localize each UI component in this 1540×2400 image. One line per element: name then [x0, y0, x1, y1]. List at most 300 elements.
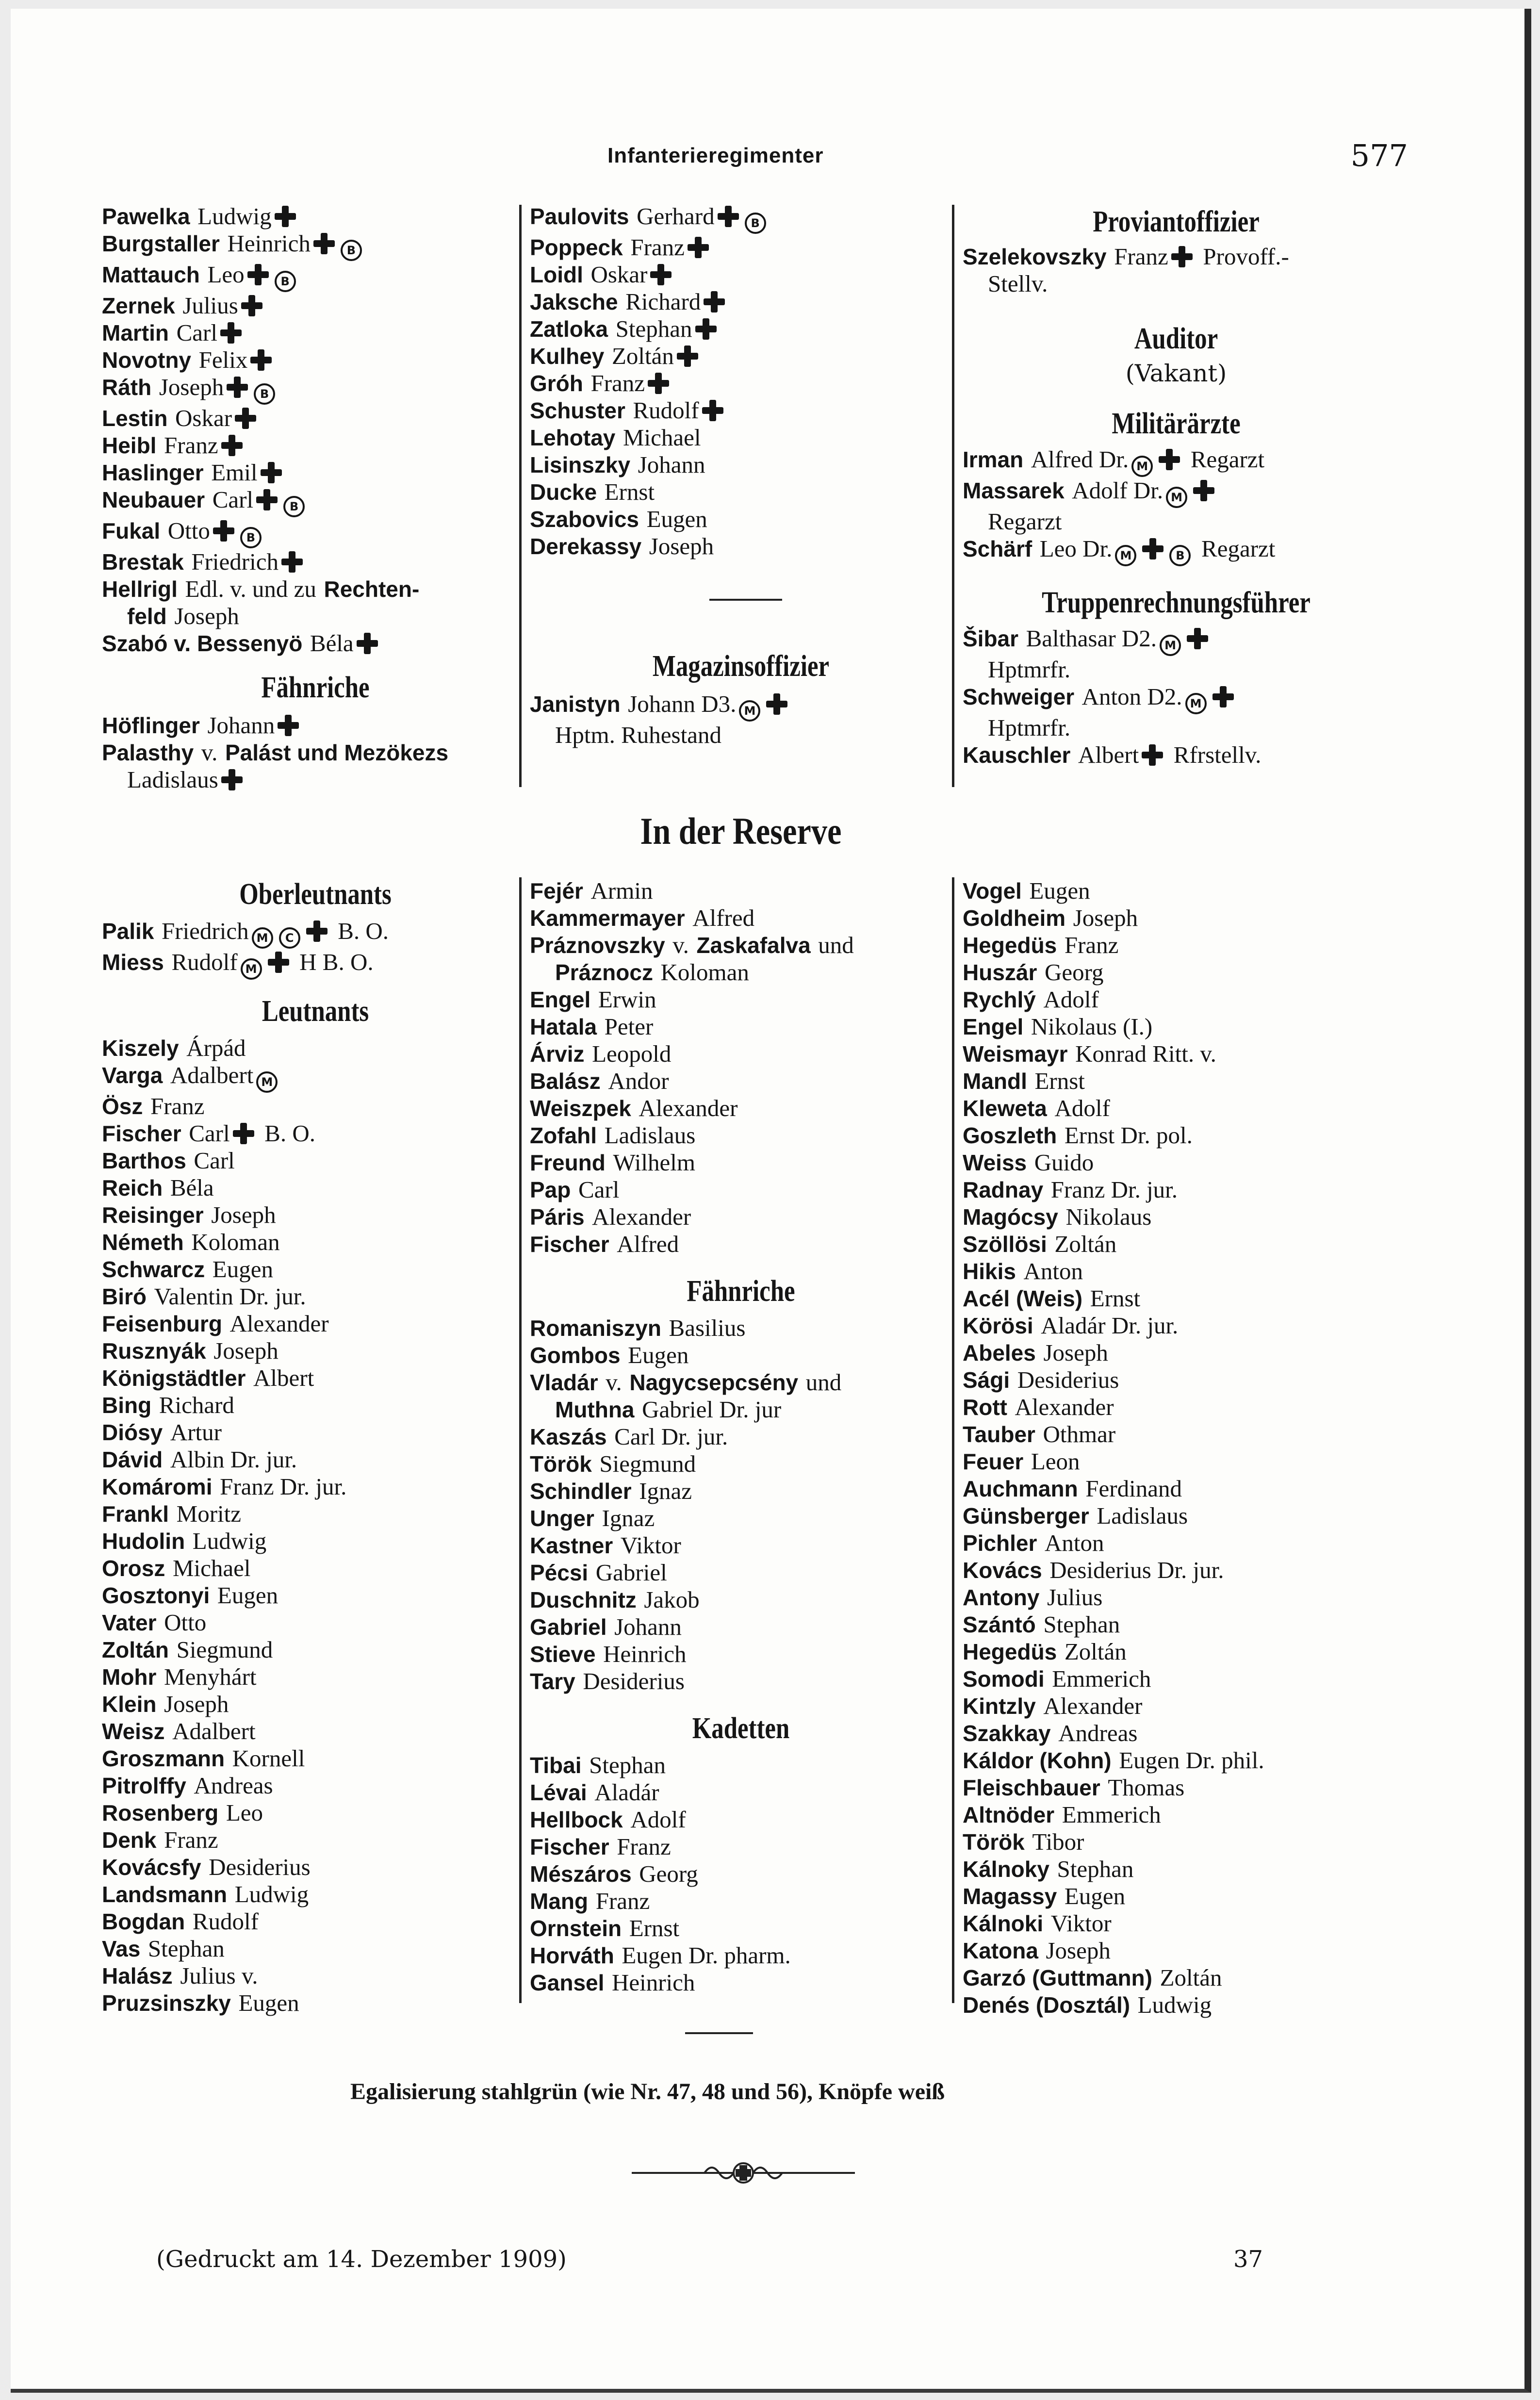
sheet-number: 37: [1233, 2246, 1263, 2273]
entry-rank-note: Rfrstellv.: [1173, 741, 1261, 768]
roster-entry: [102, 459, 529, 486]
entry-surname: Stieve: [530, 1642, 596, 1667]
entry-surname: Engel: [530, 987, 591, 1012]
section-heading-auditor: Auditor: [1134, 322, 1218, 355]
entry-surname: Engel: [963, 1014, 1024, 1039]
entry-surname: Horváth: [530, 1943, 614, 1968]
decoration-cross-icon: [357, 633, 378, 654]
entry-given-name: Eugen: [1064, 1883, 1126, 1909]
entry-surname: Vladár: [530, 1370, 598, 1395]
entry-predicate: Nagycsepcsény: [629, 1370, 799, 1395]
entry-surname: Auchmann: [963, 1476, 1078, 1501]
roster-entry: [102, 1256, 529, 1283]
entry-given-name: Joseph: [159, 374, 224, 400]
entry-surname: Biró: [102, 1284, 147, 1309]
roster-entry: [530, 1559, 952, 1586]
entry-surname: Radnay: [963, 1177, 1044, 1202]
entry-given-name: Ludwig: [1137, 1991, 1212, 2018]
entry-given-name: Desiderius: [583, 1668, 685, 1694]
entry-surname: Fleischbauer: [963, 1775, 1100, 1800]
entry-surname: Pitrolffy: [102, 1773, 186, 1798]
entry-given-name: Aladár: [594, 1779, 659, 1806]
entry-surname: Szelekovszky: [963, 244, 1107, 269]
entry-surname: Hegedüs: [963, 1639, 1057, 1664]
entry-given-name: Alexander: [229, 1310, 329, 1337]
decoration-b-icon: B: [283, 496, 305, 517]
roster-entry: [963, 1258, 1390, 1285]
col1-reserve: [102, 877, 529, 2017]
roster-entry: [963, 1856, 1390, 1883]
entry-given-name: Ludwig: [234, 1881, 309, 1907]
entry-given-name: Heinrich: [612, 1969, 695, 1996]
entry-surname: Duschnitz: [530, 1587, 637, 1612]
entry-given-name: Joseph: [164, 1691, 229, 1717]
entry-given-name: Adalbert: [170, 1062, 254, 1088]
entry-surname: Fejér: [530, 878, 583, 904]
entry-surname: Katona: [963, 1938, 1038, 1963]
entry-surname: Höflinger: [102, 713, 200, 738]
short-rule: [685, 2032, 753, 2034]
entry-surname: Heibl: [102, 433, 157, 458]
decoration-cross-icon: [278, 715, 299, 736]
roster-entry: [102, 918, 529, 949]
entry-given-name: Franz: [1064, 932, 1119, 958]
entry-given-name: Koloman: [660, 959, 749, 986]
roster-entry: [963, 535, 1390, 566]
roster-entry: [963, 1068, 1390, 1095]
entry-given-name: Franz Dr. jur.: [1050, 1176, 1178, 1203]
entry-given-name: Béla: [170, 1174, 214, 1201]
running-header: [11, 138, 1524, 182]
roster-entry: [530, 315, 952, 343]
entry-given-name: Anton D2.: [1081, 683, 1182, 710]
entry-given-name: Albert: [1078, 741, 1139, 768]
entry-surname: Káldor (Kohn): [963, 1748, 1112, 1773]
entry-surname: Weismayr: [963, 1041, 1068, 1067]
roster-entry: [102, 203, 529, 230]
entry-surname: Haslinger: [102, 460, 204, 485]
entry-given-name: Carl Dr. jur.: [614, 1423, 728, 1450]
entry-surname: Muthna: [555, 1397, 635, 1422]
roster-entry: [530, 1833, 952, 1860]
col2-top: [530, 203, 952, 749]
header-title: Infanterieregimenter: [607, 144, 824, 167]
entry-surname: Paulovits: [530, 204, 629, 229]
entry-given-name: Michael: [172, 1555, 251, 1581]
entry-given-name: Richard: [159, 1392, 234, 1418]
roster-entry: [963, 1937, 1390, 1964]
entry-surname: Rychlý: [963, 987, 1036, 1012]
entry-given-name: Konrad Ritt. v.: [1075, 1040, 1216, 1067]
entry-given-name: Carl: [578, 1176, 620, 1203]
entry-given-name: Joseph: [1046, 1937, 1111, 1964]
roster-entry: [102, 1446, 529, 1473]
roster-entry: [963, 877, 1390, 904]
roster-entry: [963, 1312, 1390, 1339]
roster-entry: [102, 1962, 529, 1989]
entry-surname: Szabovics: [530, 507, 639, 532]
entry-given-name: Carl: [212, 486, 254, 513]
decoration-cross-icon: [1212, 686, 1234, 707]
entry-predicate: Zaskafalva: [696, 933, 811, 958]
entry-surname: Weiss: [963, 1150, 1027, 1175]
entry-surname: Goszleth: [963, 1123, 1057, 1148]
entry-surname: Schärf: [963, 536, 1032, 561]
entry-surname: Gombos: [530, 1343, 621, 1368]
roster-entry: [530, 1040, 952, 1068]
roster-entry: [963, 1638, 1390, 1665]
entry-surname: Garzó (Guttmann): [963, 1965, 1152, 1990]
entry-given-name: Leo Dr.: [1039, 535, 1113, 562]
entry-surname: Kálnoky: [963, 1857, 1049, 1882]
col3-reserve-list: [963, 877, 1390, 2019]
entry-surname: Jaksche: [530, 289, 618, 314]
roster-entry: [963, 1176, 1390, 1203]
decoration-cross-icon: [704, 291, 725, 312]
entry-surname: Kálnoki: [963, 1911, 1044, 1936]
roster-entry: [963, 625, 1390, 656]
entry-given-name: Stephan: [1043, 1611, 1120, 1638]
entry-surname: Massarek: [963, 478, 1065, 503]
entry-rank-note: Provoff.-: [1203, 243, 1289, 270]
entry-given-name: Franz: [595, 1888, 650, 1914]
entry-surname: Zatloka: [530, 316, 608, 342]
col3-aerzte-list: [963, 446, 1390, 566]
entry-given-name: Franz: [630, 234, 685, 261]
decoration-cross-icon: [213, 520, 234, 542]
roster-entry: [102, 1908, 529, 1935]
entry-given-name: Stephan: [589, 1752, 666, 1778]
roster-entry: [963, 1557, 1390, 1584]
entry-given-name: Moritz: [176, 1500, 241, 1527]
roster-entry: [963, 986, 1390, 1013]
entry-given-name: Leo: [207, 261, 245, 288]
entry-given-name: Johann: [207, 712, 275, 739]
roster-entry: [530, 1095, 952, 1122]
entry-surname: Fischer: [102, 1121, 181, 1146]
roster-entry: [963, 1720, 1390, 1747]
entry-rank-note: Regarzt: [1201, 535, 1276, 562]
decoration-cross-icon: [688, 237, 709, 258]
decoration-cross-icon: [1159, 449, 1180, 470]
entry-given-name: Hptm. Ruhestand: [555, 722, 721, 748]
entry-surname: Reisinger: [102, 1202, 204, 1228]
entry-given-name: Ludwig: [197, 203, 272, 230]
document-page: [11, 9, 1531, 2393]
roster-entry: [963, 656, 1390, 683]
roster-entry: [102, 1799, 529, 1826]
roster-entry: [102, 1609, 529, 1636]
roster-entry: [530, 506, 952, 533]
roster-entry: [102, 1310, 529, 1337]
col3-top: [963, 205, 1390, 769]
entry-given-name: Eugen: [646, 506, 707, 532]
roster-entry: [530, 1641, 952, 1668]
roster-entry: [530, 1752, 952, 1779]
entry-surname: Hegedüs: [963, 933, 1057, 958]
entry-surname: Szabó v. Bessenyö: [102, 631, 303, 656]
roster-entry: [963, 477, 1390, 508]
entry-surname: Reich: [102, 1175, 163, 1200]
roster-entry: [963, 1013, 1390, 1040]
roster-entry: [530, 1342, 952, 1369]
roster-entry: [102, 1229, 529, 1256]
entry-surname: Lisinszky: [530, 452, 631, 477]
roster-entry: [102, 1718, 529, 1745]
entry-given-name: Ladislaus: [604, 1122, 696, 1149]
entry-given-name: Heinrich: [227, 230, 311, 257]
roster-entry: [963, 270, 1390, 297]
roster-entry: [963, 1339, 1390, 1366]
decoration-b-icon: B: [341, 240, 362, 261]
roster-entry: [530, 1231, 952, 1258]
entry-given-name: Rudolf: [192, 1908, 259, 1935]
entry-surname: Varga: [102, 1063, 163, 1088]
roster-entry: [102, 432, 529, 459]
entry-given-name: Nikolaus: [1065, 1203, 1152, 1230]
entry-surname: Mattauch: [102, 262, 200, 287]
roster-entry: [963, 1665, 1390, 1693]
entry-surname: Pichler: [963, 1530, 1037, 1556]
entry-given-name: Felix: [198, 346, 248, 373]
entry-given-name: Alexander: [639, 1095, 738, 1121]
decoration-cross-icon: [695, 318, 717, 340]
roster-entry: [963, 1747, 1390, 1774]
decoration-c-icon: C: [279, 927, 300, 949]
entry-surname: Frankl: [102, 1501, 169, 1527]
roster-entry: [530, 1423, 952, 1450]
entry-surname: Groszmann: [102, 1746, 225, 1771]
entry-given-name: Wilhelm: [613, 1149, 695, 1176]
entry-given-name: Regarzt: [988, 508, 1062, 535]
entry-surname: Unger: [530, 1506, 594, 1531]
entry-surname: Vas: [102, 1936, 141, 1961]
roster-entry: [963, 1040, 1390, 1068]
entry-surname: Bing: [102, 1393, 152, 1418]
decoration-cross-icon: [247, 264, 269, 285]
entry-given-name: Alfred: [617, 1231, 679, 1257]
entry-surname: Hellbock: [530, 1807, 623, 1832]
roster-entry: [963, 1285, 1390, 1312]
decoration-b-icon: B: [275, 271, 296, 292]
roster-entry: [102, 261, 529, 292]
col2-kadetten-list: [530, 1752, 952, 1996]
entry-given-name: Desiderius: [209, 1854, 311, 1880]
roster-entry: [530, 1860, 952, 1888]
roster-entry: [530, 451, 952, 478]
entry-surname: Neubauer: [102, 487, 205, 512]
entry-surname: Derekassy: [530, 534, 642, 559]
roster-entry: [530, 1203, 952, 1231]
decoration-cross-icon: [650, 264, 672, 285]
col1-top: [102, 203, 529, 793]
decoration-cross-icon: [268, 952, 289, 973]
roster-entry: [530, 1122, 952, 1149]
roster-entry: [963, 1693, 1390, 1720]
roster-entry: [102, 630, 529, 657]
entry-given-name: Zoltán: [611, 343, 674, 369]
decoration-cross-icon: [1187, 628, 1208, 649]
entry-given-name: Eugen: [212, 1256, 273, 1282]
entry-given-name: Stephan: [1057, 1856, 1134, 1882]
roster-entry: [102, 1283, 529, 1310]
entry-surname: Ornstein: [530, 1916, 622, 1941]
entry-surname: Hatala: [530, 1014, 597, 1039]
entry-surname: Ducke: [530, 479, 597, 505]
roster-entry: [102, 1500, 529, 1528]
column-divider: [952, 205, 954, 787]
decoration-cross-icon: [250, 349, 272, 371]
roster-entry: [102, 1201, 529, 1229]
entry-given-name: Kornell: [232, 1745, 305, 1772]
entry-surname: Rusznyák: [102, 1338, 206, 1364]
decoration-cross-icon: [306, 921, 328, 942]
entry-surname: Magócsy: [963, 1204, 1058, 1230]
roster-entry: [102, 1582, 529, 1609]
entry-given-name: Albert: [253, 1364, 314, 1391]
col1-top-list: [102, 203, 529, 657]
roster-entry: [530, 234, 952, 261]
col3-reserve: [963, 877, 1390, 2019]
col2-faehnriche-list: [530, 1315, 952, 1695]
section-heading-faehnriche-2: Fähnriche: [687, 1275, 795, 1308]
entry-given-name: Joseph: [174, 603, 239, 629]
entry-given-name: Ernst Dr. pol.: [1064, 1122, 1193, 1149]
roster-entry: [530, 904, 952, 932]
entry-given-name: Edl. v. und zu: [185, 575, 316, 602]
entry-surname: Schweiger: [963, 684, 1075, 709]
egalisierung-note: Egalisierung stahlgrün (wie Nr. 47, 48 und 56), Knöpfe weiß: [350, 2079, 945, 2104]
entry-surname: Mészáros: [530, 1861, 632, 1887]
entry-surname: Miess: [102, 950, 164, 975]
decoration-cross-icon: [235, 408, 256, 429]
entry-given-name: Friedrich: [162, 918, 249, 944]
entry-surname: Palasthy: [102, 740, 194, 765]
roster-entry: [530, 932, 952, 959]
entry-given-name: Emmerich: [1062, 1801, 1161, 1828]
entry-given-name: Franz: [617, 1833, 671, 1860]
entry-surname: Práznocz: [555, 960, 653, 985]
entry-given-name: Otto: [167, 517, 210, 544]
entry-rank-note: B. O.: [264, 1120, 315, 1147]
entry-given-name: Zoltán: [1054, 1231, 1117, 1257]
roster-entry: [963, 1991, 1390, 2019]
entry-given-name: Zoltán: [1160, 1964, 1222, 1991]
roster-entry: [102, 517, 529, 548]
entry-surname: Palik: [102, 919, 154, 944]
entry-given-name: Rudolf: [171, 949, 238, 975]
entry-given-name: Eugen: [1029, 877, 1090, 904]
entry-surname: Kintzly: [963, 1693, 1036, 1719]
decoration-m-icon: M: [1160, 635, 1181, 656]
entry-surname: Schindler: [530, 1479, 632, 1504]
entry-surname: Gabriel: [530, 1614, 607, 1640]
entry-given-name: Michael: [623, 424, 701, 451]
roster-entry: [102, 346, 529, 374]
decoration-cross-icon: [1171, 246, 1193, 267]
entry-surname: Novotny: [102, 347, 191, 373]
entry-surname: Hudolin: [102, 1529, 185, 1554]
entry-given-name: Alfred: [692, 904, 755, 931]
roster-entry: [102, 1337, 529, 1364]
roster-entry: [530, 397, 952, 424]
entry-given-name: Ignaz: [639, 1478, 692, 1504]
entry-given-name: Ludwig: [192, 1528, 267, 1554]
roster-entry: [530, 877, 952, 904]
decoration-cross-icon: [261, 462, 282, 483]
entry-surname: Török: [530, 1451, 592, 1477]
roster-entry: [530, 1668, 952, 1695]
roster-entry: [102, 1473, 529, 1500]
entry-surname: Somodi: [963, 1666, 1045, 1692]
entry-surname: Hikis: [963, 1259, 1016, 1284]
entry-given-name: Oskar: [175, 405, 232, 431]
entry-surname: Denés (Dosztál): [963, 1992, 1130, 2018]
roster-entry: [530, 424, 952, 451]
entry-given-name: Eugen: [217, 1582, 279, 1609]
entry-given-name: Franz: [150, 1093, 205, 1119]
roster-entry: [530, 690, 952, 722]
roster-entry: [963, 1774, 1390, 1801]
entry-surname: Pawelka: [102, 204, 190, 229]
entry-given-name: Ernst: [1034, 1068, 1085, 1094]
entry-surname: Janistyn: [530, 691, 621, 717]
entry-surname: Lévai: [530, 1780, 587, 1805]
entry-surname: Zofahl: [530, 1123, 597, 1148]
roster-entry: [530, 1779, 952, 1806]
entry-surname: Ráth: [102, 375, 152, 400]
entry-given-name: Árpád: [186, 1035, 246, 1061]
entry-given-name: Gabriel Dr. jur: [642, 1396, 782, 1423]
decoration-m-icon: M: [739, 700, 760, 722]
entry-surname: Weiszpek: [530, 1096, 631, 1121]
entry-given-name: Adolf: [630, 1806, 686, 1833]
entry-given-name: Artur: [170, 1419, 222, 1446]
entry-given-name: Ernst: [604, 478, 655, 505]
col1-leutnants-list: [102, 1035, 529, 2017]
entry-given-name: Stephan: [147, 1935, 225, 1962]
entry-surname: Vogel: [963, 878, 1022, 904]
roster-entry: [963, 1149, 1390, 1176]
entry-surname: Poppeck: [530, 235, 623, 260]
entry-given-name: Carl: [194, 1147, 235, 1174]
entry-surname: Freund: [530, 1150, 606, 1175]
entry-given-name: Tibor: [1032, 1828, 1084, 1855]
entry-surname: Orosz: [102, 1556, 165, 1581]
roster-entry: [102, 1120, 529, 1147]
entry-given-name: Alexander: [1015, 1394, 1114, 1420]
roster-entry: [530, 1613, 952, 1641]
entry-given-name: Julius: [1047, 1584, 1103, 1611]
entry-given-name: Johann D3.: [628, 690, 737, 717]
entry-surname: Brestak: [102, 549, 184, 575]
roster-entry: [963, 1910, 1390, 1937]
entry-given-name: Desiderius: [1017, 1366, 1119, 1393]
entry-surname: Loidl: [530, 262, 583, 287]
roster-entry: [102, 949, 529, 980]
entry-surname: Irman: [963, 447, 1024, 472]
roster-entry: [102, 739, 529, 766]
entry-surname: Fischer: [530, 1232, 609, 1257]
entry-given-name: Thomas: [1108, 1774, 1185, 1801]
entry-surname: Rott: [963, 1395, 1007, 1420]
entry-surname: Sági: [963, 1367, 1010, 1393]
roster-entry: [530, 533, 952, 560]
decoration-m-icon: M: [1185, 693, 1207, 714]
entry-surname: Goldheim: [963, 905, 1066, 931]
entry-surname: Burgstaller: [102, 231, 220, 256]
entry-surname: Szántó: [963, 1612, 1036, 1637]
